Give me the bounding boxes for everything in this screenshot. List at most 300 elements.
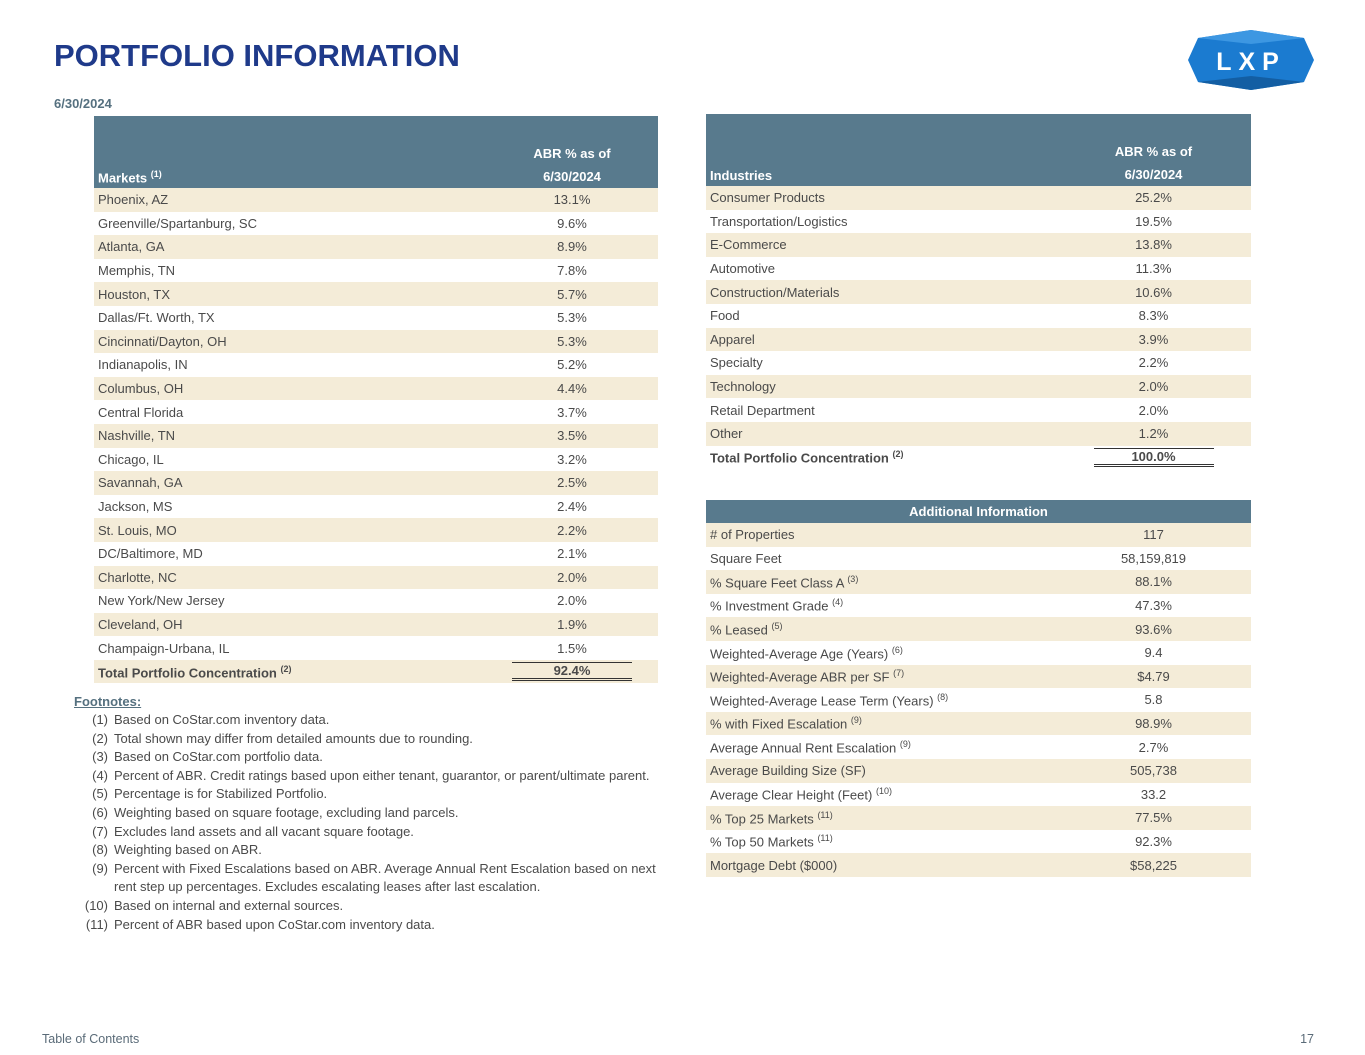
additional-row (706, 830, 1251, 854)
markets-row (94, 212, 658, 236)
industries-value-cell (1056, 304, 1251, 328)
additional-value-cell (1056, 641, 1251, 665)
markets-value: 5.3% (557, 333, 587, 349)
markets-name: St. Louis, MO (98, 522, 177, 538)
markets-row (94, 400, 658, 424)
footnote-number: (5) (92, 786, 108, 802)
additional-info-table (706, 500, 1251, 877)
additional-name: Mortgage Debt ($000) (710, 857, 838, 873)
page-title: PORTFOLIO INFORMATION (54, 38, 460, 73)
markets-abr-header (486, 116, 658, 188)
industries-total-value-cell (1056, 446, 1251, 470)
additional-value: 117 (1143, 527, 1164, 543)
markets-value: 2.5% (557, 475, 587, 491)
additional-name: % Top 50 Markets (710, 834, 814, 850)
additional-value: 92.3% (1135, 834, 1172, 850)
additional-name: Weighted-Average Lease Term (Years) (710, 693, 934, 709)
additional-name-cell (706, 735, 1056, 759)
markets-name-cell (94, 377, 486, 401)
markets-value: 1.9% (557, 616, 587, 632)
industries-total-label: Total Portfolio Concentration (710, 450, 889, 466)
footnote-text: Weighting based on ABR. (114, 842, 262, 858)
additional-name: Average Clear Height (Feet) (710, 787, 873, 803)
additional-value-cell (1056, 735, 1251, 759)
additional-value: 88.1% (1135, 574, 1172, 590)
industries-name-cell (706, 422, 1056, 446)
markets-total-label-cell (94, 660, 486, 684)
markets-value-cell (486, 636, 658, 660)
footnote-text: Based on internal and external sources. (114, 897, 344, 913)
markets-name: Jackson, MS (98, 499, 173, 515)
additional-name: Weighted-Average Age (Years) (710, 645, 889, 661)
additional-row (706, 617, 1251, 641)
markets-name-cell (94, 424, 486, 448)
additional-name-cell (706, 641, 1056, 665)
markets-name-cell (94, 188, 486, 212)
markets-row (94, 542, 658, 566)
industries-abr-header-line1: ABR % as of (1114, 144, 1193, 159)
markets-name: Cleveland, OH (98, 616, 183, 632)
markets-name-cell (94, 353, 486, 377)
footnote-text: Total shown may differ from detailed amounts due to rounding. (114, 730, 473, 746)
footnotes (74, 694, 674, 934)
markets-row (94, 330, 658, 354)
markets-name-cell (94, 566, 486, 590)
markets-value: 5.7% (557, 286, 587, 302)
logo-text: LXP (1216, 48, 1286, 76)
markets-row (94, 589, 658, 613)
industries-name: Apparel (710, 331, 755, 347)
markets-row (94, 188, 658, 212)
markets-row (94, 566, 658, 590)
markets-name: Central Florida (98, 404, 184, 420)
markets-name-cell (94, 330, 486, 354)
industries-value: 3.9% (1138, 331, 1169, 347)
additional-value-cell (1056, 759, 1251, 783)
industries-name-cell (706, 375, 1056, 399)
markets-row (94, 613, 658, 637)
markets-name: Atlanta, GA (98, 239, 165, 255)
footnote-text: Excludes land assets and all vacant square footage. (114, 823, 414, 839)
markets-name: Memphis, TN (98, 263, 176, 279)
footnote-item (74, 711, 674, 730)
markets-value: 3.5% (557, 428, 587, 444)
footnote-number: (1) (92, 712, 108, 727)
footnote-number: (10) (84, 897, 108, 913)
footnote-item (74, 804, 674, 823)
markets-name: Charlotte, NC (98, 569, 177, 585)
additional-name-sup: (10) (875, 786, 892, 797)
markets-total-value-cell (486, 660, 658, 684)
additional-name-cell (706, 688, 1056, 712)
industries-name: Transportation/Logistics (710, 213, 848, 229)
additional-name-cell (706, 665, 1056, 689)
industries-row (706, 422, 1251, 446)
additional-row (706, 759, 1251, 783)
markets-row (94, 235, 658, 259)
additional-name: Square Feet (710, 550, 782, 566)
markets-value: 2.4% (557, 499, 587, 515)
additional-name-sup: (3) (847, 573, 859, 584)
markets-name-cell (94, 448, 486, 472)
footnote-item (74, 897, 674, 916)
industries-value: 8.3% (1138, 308, 1169, 324)
markets-row (94, 259, 658, 283)
markets-value-cell (486, 306, 658, 330)
additional-value-cell (1056, 712, 1251, 736)
additional-row (706, 688, 1251, 712)
industries-name-cell (706, 398, 1056, 422)
additional-info-header: Additional Information (706, 500, 1251, 523)
markets-value-cell (486, 353, 658, 377)
industries-name: Food (710, 308, 740, 324)
additional-name-sup: (9) (850, 715, 862, 726)
footnote-item (74, 860, 674, 897)
markets-name: Savannah, GA (98, 475, 183, 491)
footnote-number: (11) (85, 916, 108, 932)
additional-row (706, 641, 1251, 665)
industries-value: 10.6% (1135, 284, 1172, 300)
additional-row (706, 547, 1251, 571)
markets-total-row (94, 660, 658, 684)
industries-value-cell (1056, 186, 1251, 210)
markets-header (94, 116, 486, 188)
markets-value-cell (486, 259, 658, 283)
additional-name: % Leased (710, 622, 768, 638)
footnote-text: Based on CoStar.com portfolio data. (114, 749, 323, 765)
markets-value-cell (486, 235, 658, 259)
additional-name: % Investment Grade (710, 598, 829, 614)
markets-name: Champaign-Urbana, IL (98, 640, 230, 656)
footnote-text: Percentage is for Stabilized Portfolio. (114, 786, 328, 802)
markets-abr-header-line2: 6/30/2024 (543, 169, 601, 184)
additional-value: 505,738 (1130, 763, 1177, 779)
additional-name-cell (706, 617, 1056, 641)
markets-name: Greenville/Spartanburg, SC (98, 215, 257, 231)
markets-name: Indianapolis, IN (98, 357, 188, 373)
footnote-text: Weighting based on square footage, excluding land parcels. (114, 804, 459, 820)
industries-row (706, 233, 1251, 257)
markets-value: 3.2% (557, 451, 587, 467)
industries-value-cell (1056, 210, 1251, 234)
industries-name: Technology (710, 379, 776, 395)
additional-value-cell (1056, 853, 1251, 877)
footnote-item (74, 916, 674, 935)
markets-value: 9.6% (557, 215, 587, 231)
industries-value-cell (1056, 257, 1251, 281)
markets-value: 7.8% (557, 263, 587, 279)
markets-row (94, 471, 658, 495)
table-of-contents-link[interactable]: Table of Contents (42, 1032, 140, 1046)
markets-name: Houston, TX (98, 286, 171, 302)
additional-value-cell (1056, 783, 1251, 807)
footnote-item (74, 785, 674, 804)
industries-table (706, 114, 1251, 469)
industries-name-cell (706, 186, 1056, 210)
industries-value: 2.0% (1138, 379, 1169, 395)
additional-name: % Top 25 Markets (710, 811, 814, 827)
additional-value-cell (1056, 665, 1251, 689)
markets-abr-header-line1: ABR % as of (533, 146, 611, 161)
markets-name: Phoenix, AZ (98, 192, 169, 208)
additional-name: % Square Feet Class A (710, 575, 844, 591)
markets-name-cell (94, 589, 486, 613)
additional-row (706, 594, 1251, 618)
footnote-number: (3) (92, 749, 108, 765)
additional-name-sup: (6) (891, 644, 903, 655)
markets-name-cell (94, 613, 486, 637)
markets-value-cell (486, 589, 658, 613)
additional-row (706, 523, 1251, 547)
industries-total-sup: (2) (892, 449, 904, 460)
industries-name-cell (706, 280, 1056, 304)
industries-value: 2.0% (1138, 402, 1169, 418)
footnote-item (74, 730, 674, 749)
industries-total-value: 100.0% (1094, 448, 1214, 467)
markets-value-cell (486, 377, 658, 401)
markets-value: 1.5% (557, 640, 587, 656)
footnote-text: Percent of ABR based upon CoStar.com inventory data. (114, 916, 435, 932)
industries-value-cell (1056, 398, 1251, 422)
industries-name-cell (706, 304, 1056, 328)
additional-name-cell (706, 547, 1056, 571)
industries-name: Consumer Products (710, 190, 825, 206)
additional-value: 98.9% (1135, 716, 1172, 732)
industries-value: 13.8% (1135, 237, 1172, 253)
additional-value: 33.2 (1140, 786, 1167, 802)
markets-row (94, 495, 658, 519)
markets-row (94, 448, 658, 472)
additional-name: Average Building Size (SF) (710, 763, 866, 779)
additional-name: % with Fixed Escalation (710, 716, 848, 732)
markets-value-cell (486, 471, 658, 495)
markets-row (94, 377, 658, 401)
industries-abr-header (1056, 114, 1251, 186)
industries-row (706, 398, 1251, 422)
footnote-item (74, 748, 674, 767)
additional-name-cell (706, 853, 1056, 877)
industries-name-cell (706, 328, 1056, 352)
industries-name-cell (706, 210, 1056, 234)
additional-name-sup: (8) (937, 691, 949, 702)
footnote-text: Based on CoStar.com inventory data. (114, 712, 330, 727)
markets-row (94, 518, 658, 542)
additional-value: 77.5% (1135, 810, 1172, 826)
industries-value: 25.2% (1135, 190, 1172, 206)
markets-name-cell (94, 495, 486, 519)
additional-name-cell (706, 830, 1056, 854)
industries-row (706, 280, 1251, 304)
industries-header (706, 114, 1056, 186)
additional-name: Weighted-Average ABR per SF (710, 669, 890, 685)
footnote-number: (7) (92, 823, 108, 839)
industries-name-cell (706, 257, 1056, 281)
additional-name-cell (706, 759, 1056, 783)
footnote-item (74, 823, 674, 842)
additional-row (706, 853, 1251, 877)
markets-value-cell (486, 400, 658, 424)
additional-value-cell (1056, 617, 1251, 641)
markets-row (94, 306, 658, 330)
additional-value-cell (1056, 688, 1251, 712)
industries-value: 1.2% (1138, 426, 1169, 442)
markets-name-cell (94, 400, 486, 424)
markets-total-sup: (2) (280, 663, 292, 674)
markets-value: 3.7% (557, 404, 587, 420)
footnote-number: (8) (92, 842, 108, 858)
additional-value-cell (1056, 594, 1251, 618)
industries-total-row (706, 446, 1251, 470)
additional-value: $4.79 (1137, 668, 1170, 684)
industries-name: Other (710, 426, 743, 442)
footnote-number: (2) (92, 730, 108, 746)
markets-row (94, 353, 658, 377)
markets-value-cell (486, 518, 658, 542)
additional-value: 93.6% (1135, 621, 1172, 637)
industries-row (706, 257, 1251, 281)
markets-total-value: 92.4% (512, 662, 632, 681)
markets-header-sup: (1) (150, 168, 162, 179)
additional-row (706, 783, 1251, 807)
industries-value: 19.5% (1135, 213, 1172, 229)
additional-value: 2.7% (1138, 739, 1169, 755)
markets-value-cell (486, 613, 658, 637)
industries-value-cell (1056, 351, 1251, 375)
markets-name-cell (94, 282, 486, 306)
industries-value-cell (1056, 233, 1251, 257)
markets-name-cell (94, 212, 486, 236)
markets-name: Columbus, OH (98, 381, 184, 397)
additional-value: 47.3% (1135, 598, 1172, 614)
industries-name: E-Commerce (710, 237, 787, 253)
additional-value: 5.8 (1144, 692, 1163, 708)
industries-name: Specialty (710, 355, 763, 371)
markets-header-label: Markets (98, 170, 148, 185)
industries-name: Construction/Materials (710, 284, 840, 300)
additional-row (706, 806, 1251, 830)
additional-value-cell (1056, 547, 1251, 571)
markets-value-cell (486, 542, 658, 566)
markets-value: 13.1% (553, 192, 591, 208)
markets-value-cell (486, 448, 658, 472)
additional-name-sup: (9) (899, 738, 911, 749)
additional-value-cell (1056, 570, 1251, 594)
markets-value: 2.0% (557, 569, 587, 585)
industries-row (706, 304, 1251, 328)
footnotes-title: Footnotes: (74, 694, 142, 709)
markets-name: Cincinnati/Dayton, OH (98, 333, 227, 349)
additional-name-sup: (4) (832, 597, 844, 608)
industries-name-cell (706, 233, 1056, 257)
additional-value: 9.4 (1144, 645, 1163, 661)
industries-value-cell (1056, 280, 1251, 304)
additional-value: 58,159,819 (1120, 550, 1187, 566)
page-number: 17 (1300, 1032, 1314, 1046)
markets-value-cell (486, 424, 658, 448)
additional-row (706, 735, 1251, 759)
industries-value: 11.3% (1135, 261, 1172, 277)
footnote-text: Percent of ABR. Credit ratings based upon either tenant, guarantor, or parent/ultimate parent. (114, 767, 650, 783)
additional-name-cell (706, 570, 1056, 594)
markets-table (94, 116, 658, 683)
markets-name-cell (94, 259, 486, 283)
markets-row (94, 424, 658, 448)
markets-value: 2.0% (557, 593, 587, 609)
industries-value: 2.2% (1138, 355, 1169, 371)
additional-value-cell (1056, 830, 1251, 854)
additional-row (706, 712, 1251, 736)
additional-name-cell (706, 523, 1056, 547)
markets-name-cell (94, 518, 486, 542)
industries-name-cell (706, 351, 1056, 375)
industries-value-cell (1056, 375, 1251, 399)
markets-name: Nashville, TN (98, 428, 176, 444)
footnote-item (74, 767, 674, 786)
industries-row (706, 351, 1251, 375)
footnote-number: (6) (92, 804, 108, 820)
markets-value: 2.2% (557, 522, 587, 538)
markets-name: DC/Baltimore, MD (98, 546, 203, 562)
additional-name-sup: (7) (893, 668, 905, 679)
markets-total-label: Total Portfolio Concentration (98, 664, 277, 680)
markets-value-cell (486, 566, 658, 590)
industries-row (706, 186, 1251, 210)
markets-name: New York/New Jersey (98, 593, 225, 609)
markets-row (94, 636, 658, 660)
markets-name: Chicago, IL (98, 451, 164, 467)
markets-value-cell (486, 282, 658, 306)
markets-value-cell (486, 212, 658, 236)
markets-name-cell (94, 542, 486, 566)
markets-name-cell (94, 235, 486, 259)
additional-name-cell (706, 712, 1056, 736)
industries-name: Retail Department (710, 402, 815, 418)
markets-value: 8.9% (557, 239, 587, 255)
additional-row (706, 665, 1251, 689)
industries-value-cell (1056, 328, 1251, 352)
lxp-logo (1188, 30, 1314, 90)
markets-value: 5.3% (557, 310, 587, 326)
additional-value: $58,225 (1130, 857, 1177, 873)
markets-value-cell (486, 330, 658, 354)
markets-row (94, 282, 658, 306)
industries-value-cell (1056, 422, 1251, 446)
industries-row (706, 328, 1251, 352)
markets-value-cell (486, 188, 658, 212)
markets-name-cell (94, 306, 486, 330)
additional-name-cell (706, 594, 1056, 618)
additional-row (706, 570, 1251, 594)
additional-name: Average Annual Rent Escalation (710, 740, 897, 756)
markets-name-cell (94, 636, 486, 660)
additional-name-cell (706, 806, 1056, 830)
additional-name-sup: (5) (771, 621, 783, 631)
industries-total-label-cell (706, 446, 1056, 470)
as-of-date: 6/30/2024 (54, 96, 112, 111)
footnote-number: (4) (92, 767, 108, 783)
markets-value: 5.2% (557, 357, 587, 373)
markets-name-cell (94, 471, 486, 495)
additional-value-cell (1056, 806, 1251, 830)
additional-name: # of Properties (710, 527, 795, 543)
footnote-item (74, 841, 674, 860)
industries-row (706, 210, 1251, 234)
additional-name-sup: (11) (817, 809, 833, 820)
footnote-text: Percent with Fixed Escalations based on ABR. Average Annual Rent Escalation based on next rent step up percentages. Excludes escalating leases after last escalation. (114, 860, 656, 895)
footnote-number: (9) (92, 860, 108, 876)
additional-value-cell (1056, 523, 1251, 547)
additional-name-cell (706, 783, 1056, 807)
